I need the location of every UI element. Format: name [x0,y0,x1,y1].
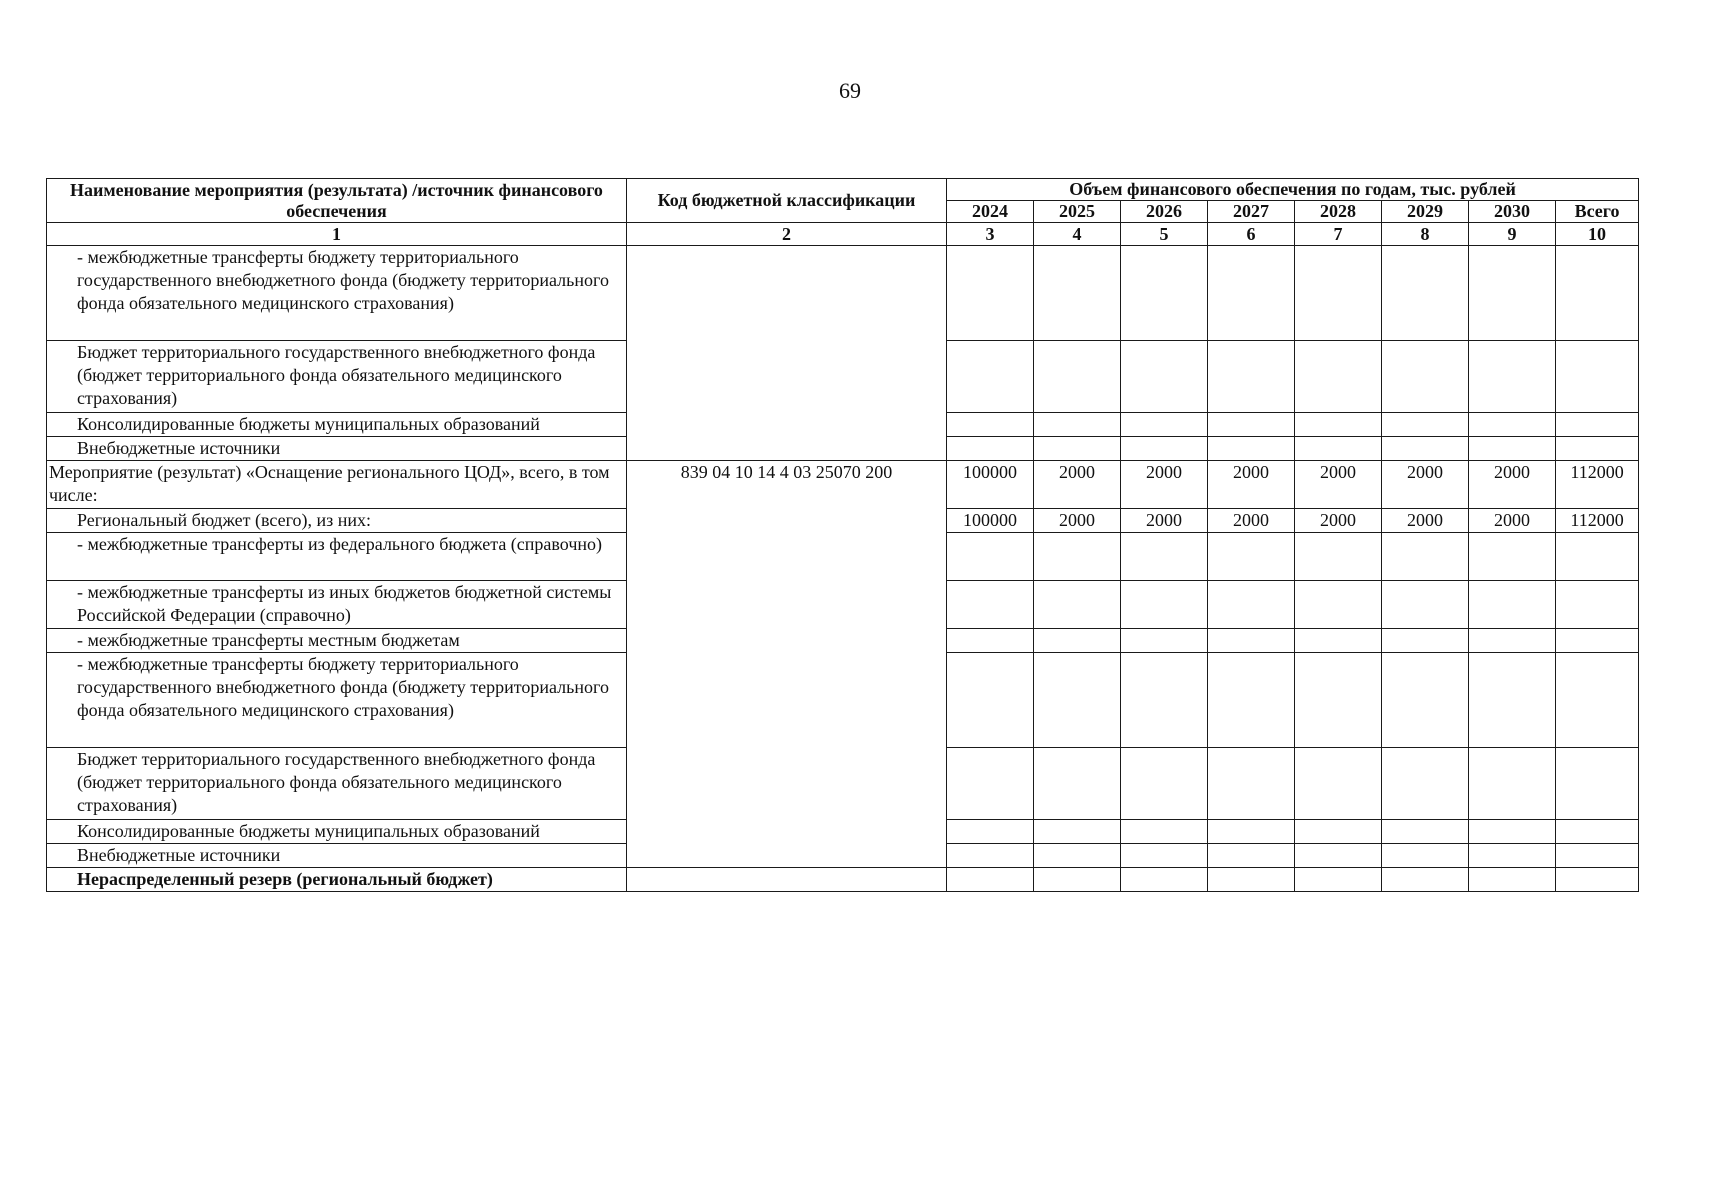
value-cell [1034,653,1121,748]
financing-table [46,178,1639,892]
value-cell [1295,868,1382,892]
row-name: Региональный бюджет (всего), из них: [47,509,627,533]
value-cell [1295,246,1382,341]
row-name: - межбюджетные трансферты бюджету территориального государственного внебюджетного фонда (бюджету территориального фонда обязательного медицинского страхования) [47,653,627,748]
column-number: 1 [47,223,627,246]
value-cell [1295,437,1382,461]
value-cell [1034,533,1121,581]
value-cell [1121,341,1208,413]
value-cell [1121,413,1208,437]
value-cell [1121,748,1208,820]
value-cell [947,413,1034,437]
value-cell [947,629,1034,653]
value-cell [1295,844,1382,868]
value-cell [1382,581,1469,629]
row-name: - межбюджетные трансферты из иных бюджетов бюджетной системы Российской Федерации (справочно) [47,581,627,629]
value-cell [1034,820,1121,844]
value-cell: 2000 [1469,461,1556,509]
value-cell: 2000 [1469,509,1556,533]
column-number: 9 [1469,223,1556,246]
value-cell [1382,413,1469,437]
value-cell [947,533,1034,581]
row-name: - межбюджетные трансферты из федерального бюджета (справочно) [47,533,627,581]
value-cell [1469,413,1556,437]
value-cell [1121,820,1208,844]
column-number: 6 [1208,223,1295,246]
header-total: Всего [1556,201,1639,223]
value-cell [1208,581,1295,629]
column-number: 5 [1121,223,1208,246]
row-name: Внебюджетные источники [47,844,627,868]
value-cell [1208,820,1295,844]
value-cell [1208,246,1295,341]
header-year: 2030 [1469,201,1556,223]
value-cell [1382,868,1469,892]
value-cell [1469,437,1556,461]
table-row-activity [47,461,1639,509]
value-cell [1121,437,1208,461]
total-cell [1556,629,1639,653]
header-year: 2025 [1034,201,1121,223]
row-name: - межбюджетные трансферты бюджету территориального государственного внебюджетного фонда (бюджету территориального фонда обязательного медицинского страхования) [47,246,627,341]
value-cell [1382,653,1469,748]
column-number: 8 [1382,223,1469,246]
value-cell [1295,820,1382,844]
value-cell [1295,629,1382,653]
value-cell [1469,581,1556,629]
budget-code: 839 04 10 14 4 03 25070 200 [627,461,947,868]
value-cell [1034,437,1121,461]
total-cell [1556,844,1639,868]
row-name: Нераспределенный резерв (региональный бюджет) [47,868,627,892]
value-cell [1469,533,1556,581]
header-year: 2029 [1382,201,1469,223]
value-cell [947,820,1034,844]
header-volume: Объем финансового обеспечения по годам, тыс. рублей [947,179,1639,201]
value-cell [1295,581,1382,629]
value-cell [1034,868,1121,892]
total-cell [1556,341,1639,413]
total-cell [1556,653,1639,748]
header-row-numbers [47,223,1639,246]
row-name: Бюджет территориального государственного внебюджетного фонда (бюджет территориального фонда обязательного медицинского страхования) [47,341,627,413]
total-cell [1556,246,1639,341]
value-cell [1121,533,1208,581]
header-row-1 [47,179,1639,201]
table-row [47,246,1639,341]
total-cell: 112000 [1556,461,1639,509]
column-number: 7 [1295,223,1382,246]
value-cell [1469,748,1556,820]
value-cell [1034,413,1121,437]
value-cell [1121,629,1208,653]
value-cell [947,341,1034,413]
value-cell [1469,246,1556,341]
value-cell: 100000 [947,461,1034,509]
value-cell [947,246,1034,341]
value-cell [1469,653,1556,748]
row-name: Бюджет территориального государственного внебюджетного фонда (бюджет территориального фонда обязательного медицинского страхования) [47,748,627,820]
value-cell [1034,581,1121,629]
value-cell [1469,629,1556,653]
value-cell [947,653,1034,748]
total-cell: 112000 [1556,509,1639,533]
value-cell: 2000 [1034,509,1121,533]
value-cell [1121,653,1208,748]
total-cell [1556,868,1639,892]
value-cell [1121,868,1208,892]
row-name: Мероприятие (результат) «Оснащение регионального ЦОД», всего, в том числе: [47,461,627,509]
total-cell [1556,748,1639,820]
value-cell [1295,653,1382,748]
value-cell [1208,413,1295,437]
value-cell [1382,437,1469,461]
value-cell [1034,844,1121,868]
column-number: 4 [1034,223,1121,246]
total-cell [1556,533,1639,581]
value-cell: 2000 [1382,461,1469,509]
value-cell [1208,533,1295,581]
value-cell: 2000 [1382,509,1469,533]
value-cell [1382,820,1469,844]
value-cell [1382,629,1469,653]
total-cell [1556,437,1639,461]
header-year: 2024 [947,201,1034,223]
value-cell [1295,533,1382,581]
value-cell [947,868,1034,892]
value-cell [1382,748,1469,820]
value-cell [1121,246,1208,341]
value-cell [1208,341,1295,413]
column-number: 2 [627,223,947,246]
value-cell [1295,341,1382,413]
value-cell [947,844,1034,868]
total-cell [1556,581,1639,629]
value-cell [947,437,1034,461]
header-year: 2028 [1295,201,1382,223]
value-cell: 2000 [1295,509,1382,533]
value-cell: 2000 [1034,461,1121,509]
value-cell [1208,629,1295,653]
row-name: Консолидированные бюджеты муниципальных образований [47,820,627,844]
header-year: 2027 [1208,201,1295,223]
value-cell [1208,437,1295,461]
value-cell [1208,653,1295,748]
value-cell [1208,868,1295,892]
value-cell [1034,341,1121,413]
value-cell: 100000 [947,509,1034,533]
value-cell [1295,413,1382,437]
total-cell [1556,820,1639,844]
value-cell [1208,748,1295,820]
value-cell [1034,246,1121,341]
header-year: 2026 [1121,201,1208,223]
page-number: 69 [839,78,861,103]
value-cell: 2000 [1295,461,1382,509]
value-cell [1295,748,1382,820]
column-number: 10 [1556,223,1639,246]
row-code-cell [627,246,947,461]
value-cell [1034,748,1121,820]
row-code-cell [627,868,947,892]
row-name: Внебюджетные источники [47,437,627,461]
value-cell: 2000 [1121,509,1208,533]
value-cell [1208,844,1295,868]
value-cell [1121,581,1208,629]
value-cell [1382,246,1469,341]
header-code: Код бюджетной классификации [627,179,947,223]
value-cell [947,748,1034,820]
total-cell [1556,413,1639,437]
column-number: 3 [947,223,1034,246]
value-cell [1469,820,1556,844]
value-cell [1382,341,1469,413]
row-name: Консолидированные бюджеты муниципальных образований [47,413,627,437]
value-cell [1382,844,1469,868]
row-name: - межбюджетные трансферты местным бюджетам [47,629,627,653]
value-cell [947,581,1034,629]
value-cell [1469,868,1556,892]
value-cell: 2000 [1208,461,1295,509]
value-cell [1121,844,1208,868]
value-cell [1382,533,1469,581]
value-cell [1469,844,1556,868]
value-cell [1034,629,1121,653]
table-row-reserve [47,868,1639,892]
value-cell: 2000 [1208,509,1295,533]
value-cell: 2000 [1121,461,1208,509]
value-cell [1469,341,1556,413]
header-name: Наименование мероприятия (результата) /источник финансового обеспечения [47,179,627,223]
